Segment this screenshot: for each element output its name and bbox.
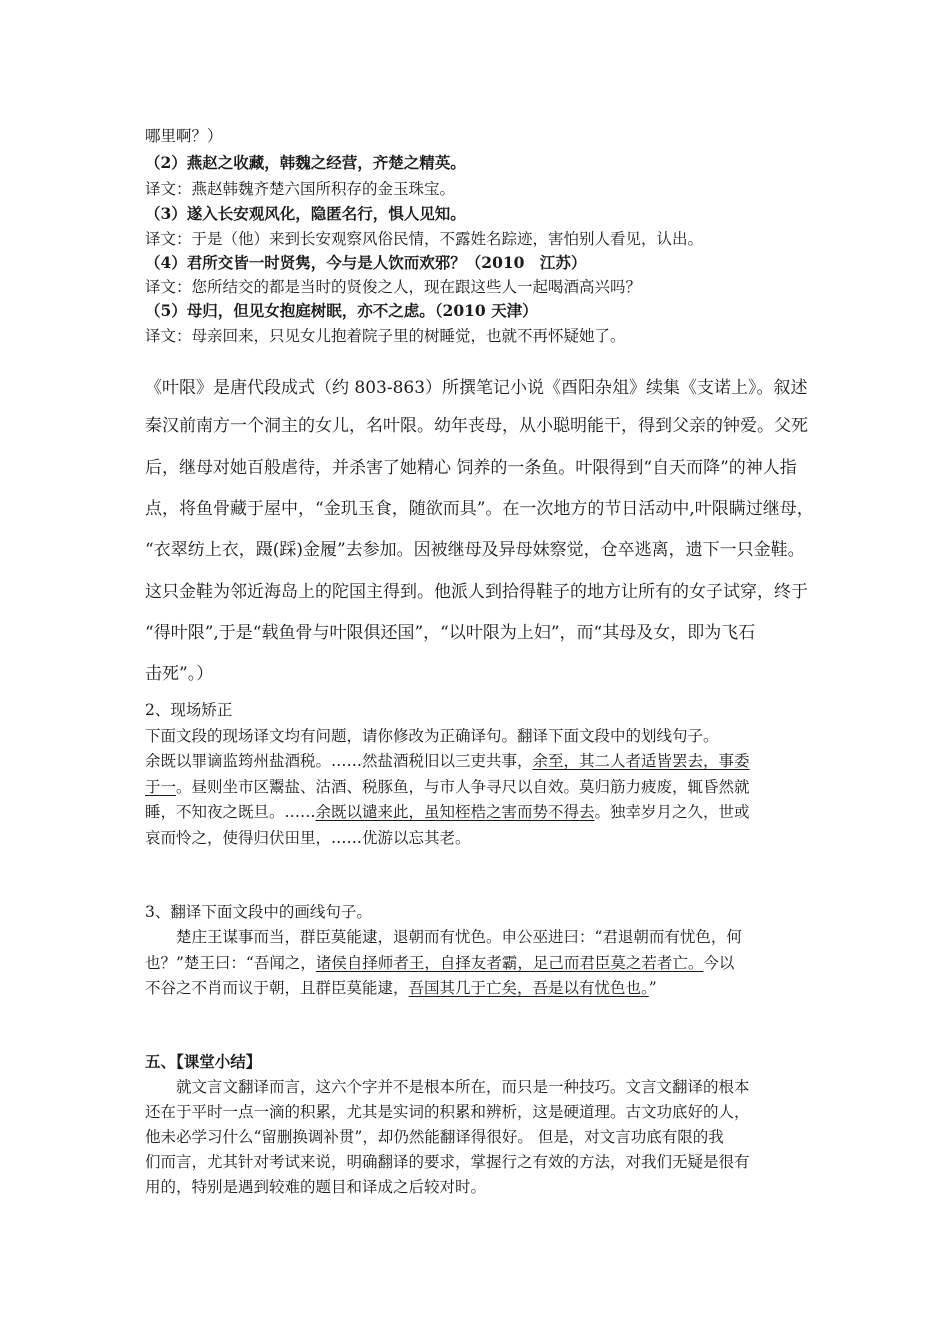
note-line: 击死”。）	[145, 664, 214, 684]
passage-text: 余既以罪谪监筠州盐酒税。……然盐酒税旧以三吏共事，	[145, 752, 533, 770]
section-title: 五、【课堂小结】	[145, 1052, 262, 1071]
example-sentence: （5）母归，但见女抱庭树眠，亦不之虑。（2010 天津）	[145, 301, 538, 320]
summary-line: 就文言文翻译而言，这六个字并不是根本所在，而只是一种技巧。文言文翻译的根本	[176, 1078, 750, 1096]
example-sentence: （4）君所交皆一时贤隽，今与是人饮而欢邪？（2010 江苏）	[145, 253, 587, 272]
note-line: 《叶限》是唐代段成式（约 803-863）所撰笔记小说《酉阳杂俎》续集《支诺上》。叙述	[145, 378, 808, 398]
passage-line	[145, 978, 657, 998]
passage-line	[145, 953, 734, 973]
passage-text: 也？”楚王曰：“吾闻之，	[145, 954, 316, 972]
passage-text: 。独幸岁月之久，世或	[594, 803, 750, 821]
underlined-sentence: 于一	[145, 778, 177, 796]
instruction-line: 下面文段的现场译文均有问题，请你修改为正确译句。翻译下面文段中的划线句子。	[145, 727, 719, 745]
underlined-sentence: 诸侯自择师者王，自择友者霸，足己而君臣莫之若者亡。	[315, 954, 704, 972]
note-line: 点，将鱼骨藏于屋中，“金玑玉食，随欲而具”。在一次地方的节日活动中,叶限瞒过继母，	[145, 499, 814, 519]
underlined-sentence: 余至，其二人者适皆罢去，事委	[532, 752, 750, 770]
note-line: “得叶限”,于是“载鱼骨与叶限俱还国”，“以叶限为上妇”，而“其母及女，即为飞石	[145, 623, 756, 643]
note-line: 秦汉前南方一个洞主的女儿，名叶限。幼年丧母，从小聪明能干，得到父亲的钟爱。父死	[145, 416, 808, 436]
passage-text: 睡，不知夜之既旦。……	[145, 803, 316, 821]
passage-line: 楚庄王谋事而当，群臣莫能逮，退朝而有忧色。申公巫进曰：“君退朝而有忧色，何	[176, 928, 742, 946]
passage-text: ”	[648, 979, 657, 997]
underlined-sentence: 吾国其几于亡矣，吾是以有忧色也。	[408, 979, 649, 997]
section-title: 2、现场矫正	[145, 701, 233, 719]
example-sentence: （3）遂入长安观风化，隐匿名行，惧人见知。	[145, 204, 466, 223]
summary-line: 用的，特别是遇到较难的题目和译成之后较对时。	[145, 1178, 487, 1196]
note-line: 后，继母对她百般虐待，并杀害了她精心 饲养的一条鱼。叶限得到“自天而降”的神人指	[145, 458, 797, 478]
passage-text: 不谷之不肖而议于朝，且群臣莫能逮，	[145, 979, 409, 997]
translation-line: 译文：您所结交的都是当时的贤俊之人，现在跟这些人一起喝酒高兴吗？	[145, 278, 642, 296]
passage-line	[145, 802, 750, 822]
text-line: 哪里啊？）	[145, 127, 223, 145]
example-sentence: （2）燕赵之收藏，韩魏之经营，齐楚之精英。	[145, 153, 466, 172]
passage-line: 哀而怜之，使得归伏田里，……优游以忘其老。	[145, 829, 471, 847]
note-line: “衣翠纺上衣，蹑(踩)金履”去参加。因被继母及异母妹察觉，仓卒逃离，遗下一只金鞋。	[145, 540, 805, 560]
translation-line: 译文：母亲回来，只见女儿抱着院子里的树睡觉，也就不再怀疑她了。	[145, 327, 626, 345]
summary-line: 他未必学习什么“留删换调补贯”，却仍然能翻译得很好。 但是，对文言功底有限的我	[145, 1128, 724, 1146]
section-title: 3、翻译下面文段中的画线句子。	[145, 903, 372, 921]
translation-line: 译文：燕赵韩魏齐楚六国所积存的金玉珠宝。	[145, 180, 456, 198]
passage-text: 今以	[703, 954, 735, 972]
passage-line	[145, 777, 750, 797]
underlined-sentence: 余既以谴来此，虽知桎梏之害而势不得去	[315, 803, 595, 821]
summary-line: 还在于平时一点一滴的积累，尤其是实词的积累和辨析，这是硬道理。古文功底好的人，	[145, 1103, 750, 1121]
passage-text: 。昼则坐市区鬻盐、沽酒、税豚鱼，与市人争寻尺以自效。莫归筋力疲废，辄昏然就	[176, 778, 750, 796]
summary-line: 们而言，尤其针对考试来说，明确翻译的要求，掌握行之有效的方法，对我们无疑是很有	[145, 1153, 750, 1171]
passage-line	[145, 751, 750, 771]
translation-line: 译文：于是（他）来到长安观察风俗民情，不露姓名踪迹，害怕别人看见，认出。	[145, 230, 704, 248]
note-line: 这只金鞋为邻近海岛上的陀国主得到。他派人到拾得鞋子的地方让所有的女子试穿，终于	[145, 582, 808, 602]
